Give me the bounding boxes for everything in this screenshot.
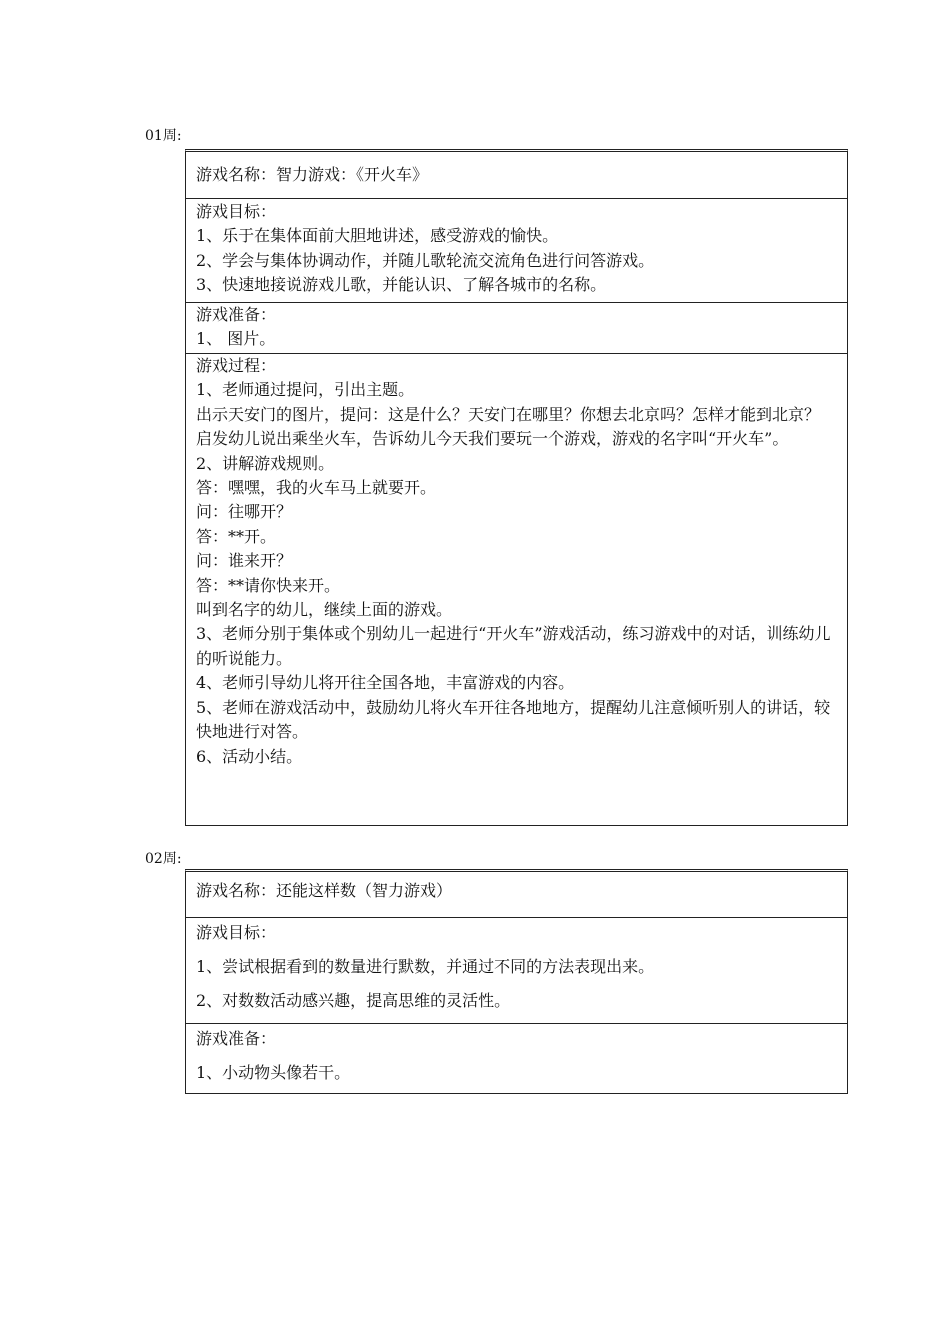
goals-title: 游戏目标：: [196, 923, 277, 942]
process-item: 答：嘿嘿，我的火车马上就要开。: [196, 478, 437, 498]
process-item: 出示天安门的图片，提问：这是什么？天安门在哪里？你想去北京吗？怎样才能到北京？: [196, 404, 821, 424]
game-table-week2: [185, 869, 848, 1094]
goal-item: 2、学会与集体协调动作，并随儿歌轮流交流角色进行问答游戏。: [196, 250, 655, 270]
game-goals-cell: [186, 917, 847, 1023]
game-name: 游戏名称：还能这样数（智力游戏）: [196, 881, 453, 900]
goals-title: 游戏目标：: [196, 202, 277, 221]
game-name: 游戏名称：智力游戏：《开火车》: [196, 164, 429, 184]
process-item: 答：**请你快来开。: [196, 575, 341, 595]
prep-item: 1、 图片。: [196, 329, 276, 349]
process-item: 3、老师分别于集体或个别幼儿一起进行“开火车”游戏活动，练习游戏中的对话，训练幼儿的听说能力。: [196, 624, 831, 668]
process-item: 问：往哪开？: [196, 502, 293, 522]
process-title: 游戏过程：: [196, 356, 277, 375]
game-table-week1: [185, 149, 848, 826]
process-item: 4、老师引导幼儿将开往全国各地，丰富游戏的内容。: [196, 673, 575, 693]
goal-item: 1、尝试根据看到的数量进行默数，并通过不同的方法表现出来。: [196, 957, 655, 976]
process-item: 问：谁来开？: [196, 551, 293, 571]
process-item: 答：**开。: [196, 526, 277, 546]
goal-item: 2、对数数活动感兴趣，提高思维的灵活性。: [196, 991, 511, 1010]
process-item: 2、讲解游戏规则。: [196, 453, 335, 473]
game-name-cell: [186, 872, 847, 917]
week-label: 02周:: [145, 851, 182, 867]
game-name-cell: [186, 152, 847, 198]
game-prep-cell: [186, 302, 847, 353]
game-process-cell: [186, 353, 847, 825]
game-goals-cell: [186, 198, 847, 302]
goal-item: 1、乐于在集体面前大胆地讲述，感受游戏的愉快。: [196, 226, 559, 246]
process-item: 启发幼儿说出乘坐火车，告诉幼儿今天我们要玩一个游戏，游戏的名字叫“开火车”。: [196, 429, 789, 449]
goal-item: 3、快速地接说游戏儿歌，并能认识、了解各城市的名称。: [196, 275, 607, 295]
prep-title: 游戏准备：: [196, 305, 277, 324]
prep-title: 游戏准备：: [196, 1029, 277, 1048]
week-label: 01周:: [145, 128, 182, 144]
process-item: 叫到名字的幼儿，继续上面的游戏。: [196, 600, 453, 620]
process-item: 6、活动小结。: [196, 746, 303, 766]
game-prep-cell: [186, 1023, 847, 1093]
process-item: 1、老师通过提问，引出主题。: [196, 380, 415, 400]
process-item: 5、老师在游戏活动中，鼓励幼儿将火车开往各地地方，提醒幼儿注意倾听别人的讲话，较快地进行对答。: [196, 697, 831, 742]
prep-item: 1、小动物头像若干。: [196, 1063, 351, 1082]
